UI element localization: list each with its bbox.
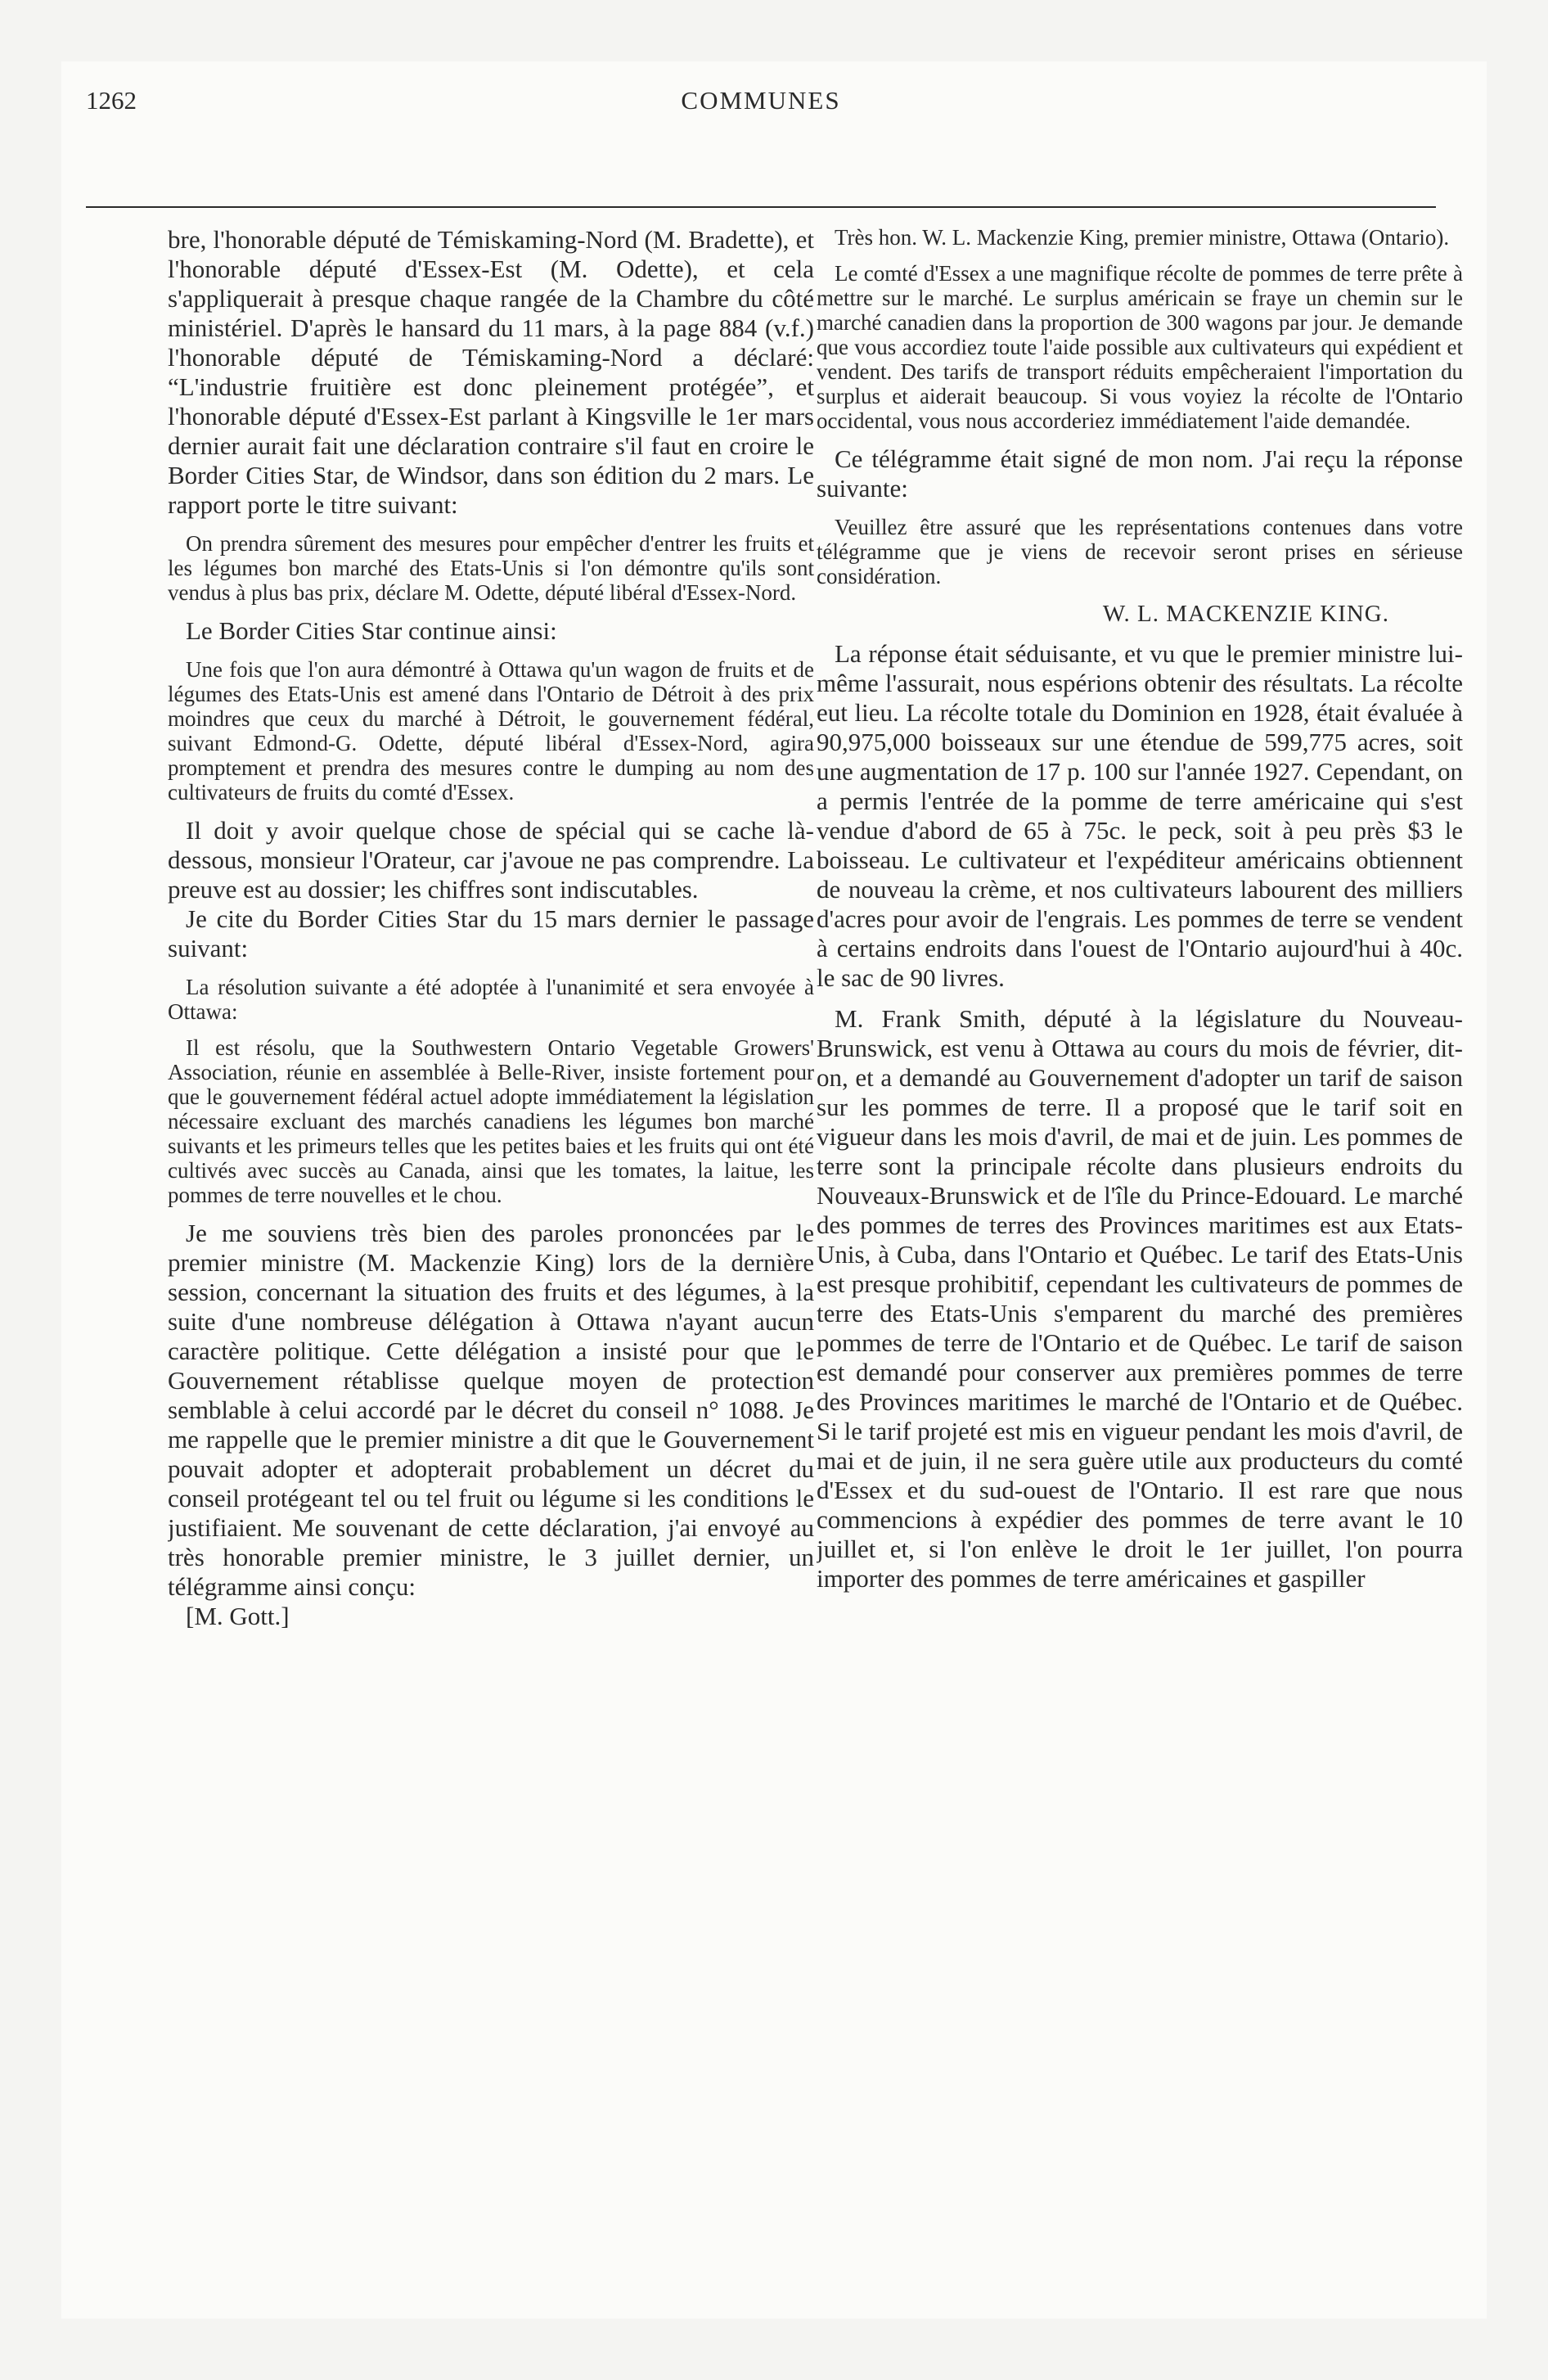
- paragraph: Je cite du Border Cities Star du 15 mars dernier le passage suivant:: [168, 904, 814, 962]
- paragraph: Le Border Cities Star continue ainsi:: [186, 616, 557, 645]
- quoted-resolution: Il est résolu, que la Southwestern Ontario Vegetable Growers' Association, réunie en assemblée à Belle-River, insiste fortement pour que le gouvernement fédéral actuel adopte immédiatement la législation nécessaire excluant des marchés canadiens les légumes bon marché suivants et les primeurs telles que les petites baies et les fruits qui ont été cultivés avec succès au Canada, ainsi que les tomates, la laitue, les pommes de terre nouvelles et le chou.: [168, 1035, 814, 1207]
- telegram-body: Le comté d'Essex a une magnifique récolte de pommes de terre prête à mettre sur le marché. Le surplus américain se fraye un chemin sur le marché canadien dans la proportion de 300 wagons par jour. Je demande que vous accordiez toute l'aide possible aux cultivateurs qui expédient et vendent. Des tarifs de transport réduits empêcheraient l'importation du surplus et aiderait beaucoup. Si vous voyiez la récolte de l'Ontario occidental, vous nous accorderiez immédiatement l'aide demandée.: [817, 261, 1463, 433]
- speaker-attribution: [M. Gott.]: [186, 1602, 290, 1630]
- telegram-address: Très hon. W. L. Mackenzie King, premier ministre, Ottawa (Ontario).: [835, 225, 1450, 250]
- page-header: [86, 86, 1436, 135]
- header-rule: [86, 206, 1436, 208]
- paragraph: Il doit y avoir quelque chose de spécial qui se cache là-dessous, monsieur l'Orateur, car j'avoue ne pas comprendre. La preuve est au dossier; les chiffres sont indiscutables.: [168, 816, 814, 904]
- paragraph: Ce télégramme était signé de mon nom. J'ai reçu la réponse suivante:: [817, 444, 1463, 503]
- quoted-resolution-intro: La résolution suivante a été adoptée à l'unanimité et sera envoyée à Ottawa:: [168, 975, 814, 1024]
- signature: W. L. MACKENZIE KING.: [1102, 601, 1389, 627]
- left-column: [168, 225, 814, 2247]
- paragraph: M. Frank Smith, député à la législature du Nouveau-Brunswick, est venu à Ottawa au cours du mois de février, dit-on, et a demandé au Gouvernement d'adopter un tarif de saison sur les pommes de terre. Il a proposé que le tarif soit en vigueur dans les mois d'avril, de mai et de juin. Les pommes de terre sont la principale récolte dans plusieurs endroits du Nouveaux-Brunswick et de l'île du Prince-Edouard. Le marché des pommes de terres des Provinces maritimes est aux Etats-Unis, à Cuba, dans l'Ontario et Québec. Le tarif des Etats-Unis est presque prohibitif, cependant les cultivateurs de pommes de terre des Etats-Unis s'emparent du marché des premières pommes de terre de l'Ontario et de Québec. Le tarif de saison est demandé pour conserver aux premières pommes de terre des Provinces maritimes le marché de l'Ontario et de Québec. Si le tarif projeté est mis en vigueur pendant les mois d'avril, de mai et de juin, il ne sera guère utile aux producteurs du comté d'Essex et du sud-ouest de l'Ontario. Il est rare que nous commencions à expédier des pommes de terre avant le 10 juillet et, si l'on enlève le droit le 1er juillet, l'on pourra importer des pommes de terre américaines et gaspiller: [817, 1004, 1463, 1593]
- quoted-article: Une fois que l'on aura démontré à Ottawa qu'un wagon de fruits et de légumes des Etats-Unis est amené dans l'Ontario de Détroit à des prix moindres que ceux du marché à Détroit, le gouvernement fédéral, suivant Edmond-G. Odette, député libéral d'Essex-Nord, agira promptement et prendra des mesures contre le dumping au nom des cultivateurs de fruits du comté d'Essex.: [168, 657, 814, 805]
- right-column: [817, 225, 1463, 2247]
- paragraph: La réponse était séduisante, et vu que le premier ministre lui-même l'assurait, nous espérions obtenir des résultats. La récolte eut lieu. La récolte totale du Dominion en 1928, était évaluée à 90,975,000 boisseaux sur une étendue de 599,775 acres, soit une augmentation de 17 p. 100 sur l'année 1927. Cependant, on a permis l'entrée de la pomme de terre américaine qui s'est vendue d'abord de 65 à 75c. le peck, soit à peu près $3 le boisseau. Le cultivateur et l'expéditeur américains obtiennent de nouveau la crème, et nos cultivateurs labourent des milliers d'acres pour avoir de l'engrais. Les pommes de terre se vendent à certains endroits dans l'ouest de l'Ontario aujourd'hui à 40c. le sac de 90 livres.: [817, 639, 1463, 992]
- running-head: COMMUNES: [681, 86, 841, 115]
- paragraph: bre, l'honorable député de Témiskaming-Nord (M. Bradette), et l'honorable député d'Essex-Est (M. Odette), et cela s'appliquerait à presque chaque rangée de la Chambre du côté ministériel. D'après le hansard du 11 mars, à la page 884 (v.f.) l'honorable député de Témiskaming-Nord a déclaré: “L'industrie fruitière est donc pleinement protégée”, et l'honorable député d'Essex-Est parlant à Kingsville le 1er mars dernier aurait fait une déclaration contraire s'il faut en croire le Border Cities Star, de Windsor, dans son édition du 2 mars. Le rapport porte le titre suivant:: [168, 225, 814, 519]
- quoted-report-title: On prendra sûrement des mesures pour empêcher d'entrer les fruits et les légumes bon marché des Etats-Unis si l'on démontre qu'ils sont vendus à plus bas prix, déclare M. Odette, député libéral d'Essex-Nord.: [168, 531, 814, 605]
- reply-telegram: Veuillez être assuré que les représentations contenues dans votre télégramme que je viens de recevoir seront prises en sérieuse considération.: [817, 515, 1463, 588]
- paragraph: Je me souviens très bien des paroles prononcées par le premier ministre (M. Mackenzie King) lors de la dernière session, concernant la situation des fruits et des légumes, à la suite d'une nombreuse délégation à Ottawa n'ayant aucun caractère politique. Cette délégation a insisté pour que le Gouvernement rétablisse quelque moyen de protection semblable à celui accordé par le décret du conseil n° 1088. Je me rappelle que le premier ministre a dit que le Gouvernement pouvait adopter et adopterait probablement un décret du conseil protégeant tel ou tel fruit ou légume si les conditions le justifiaient. Me souvenant de cette déclaration, j'ai envoyé au très honorable premier ministre, le 3 juillet dernier, un télégramme ainsi conçu:: [168, 1219, 814, 1601]
- page-number: 1262: [86, 86, 137, 115]
